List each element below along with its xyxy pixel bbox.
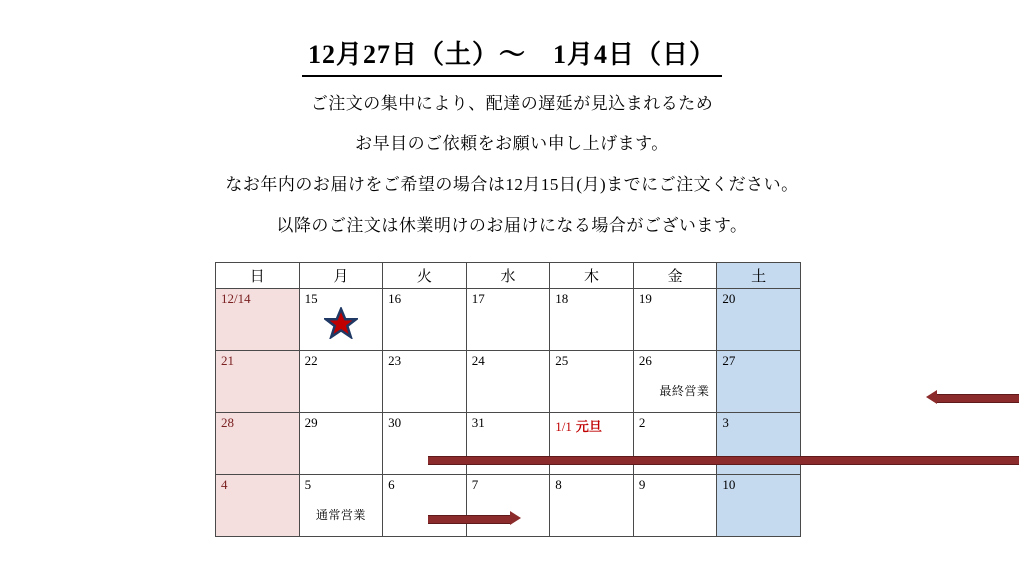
calendar-cell [216, 351, 300, 413]
calendar-cell [466, 289, 550, 351]
day-number: 9 [638, 477, 646, 492]
day-number: 21 [221, 353, 234, 368]
day-number: 6 [388, 477, 395, 492]
notice-text-block [0, 93, 1024, 239]
day-number: 22 [304, 353, 318, 368]
weekday-header-mon: 月 [299, 263, 383, 289]
weekday-header-sun: 日 [216, 263, 300, 289]
page-title: 12月27日（土）～ 1月4日（日） [302, 38, 722, 77]
arrow-left-icon [926, 390, 937, 404]
calendar [215, 262, 801, 537]
calendar-cell [216, 289, 300, 351]
calendar-cell [466, 413, 550, 475]
calendar-cell [550, 289, 634, 351]
calendar-header-row [216, 263, 801, 289]
day-number: 17 [471, 291, 485, 306]
weekday-header-fri: 金 [633, 263, 717, 289]
calendar-cell [550, 351, 634, 413]
calendar-cell [633, 289, 717, 351]
table-row [216, 475, 801, 537]
weekday-header-tue: 火 [383, 263, 467, 289]
day-number: 18 [555, 291, 569, 306]
day-number: 19 [638, 291, 652, 306]
notice-line-3: なお年内のお届けをご希望の場合は12月15日(月)までにご注文ください。 [225, 175, 799, 195]
calendar-cell [633, 413, 717, 475]
day-number: 5 [304, 477, 312, 492]
calendar-cell [466, 475, 550, 537]
day-number: 25 [555, 353, 569, 368]
day-number: 2 [638, 415, 646, 430]
day-number: 3 [722, 415, 729, 430]
day-number: 23 [388, 353, 402, 368]
calendar-cell [717, 289, 801, 351]
calendar-cell [550, 413, 634, 475]
weekday-header-wed: 水 [466, 263, 550, 289]
day-number: 1/1 [555, 419, 572, 434]
day-number: 30 [388, 415, 402, 430]
day-number: 29 [304, 415, 318, 430]
calendar-cell [550, 475, 634, 537]
calendar-cell [299, 413, 383, 475]
day-number: 24 [471, 353, 485, 368]
calendar-cell [633, 351, 717, 413]
table-row [216, 351, 801, 413]
table-row [216, 413, 801, 475]
calendar-cell [216, 413, 300, 475]
calendar-cell [466, 351, 550, 413]
day-number: 31 [471, 415, 485, 430]
heading-area [0, 0, 1024, 77]
day-number: 12/14 [221, 291, 251, 306]
day-number: 10 [722, 477, 736, 492]
day-number: 15 [304, 291, 318, 306]
calendar-cell [299, 289, 383, 351]
calendar-table [215, 262, 801, 537]
day-number: 27 [722, 353, 736, 368]
calendar-cell [216, 475, 300, 537]
day-number: 16 [388, 291, 402, 306]
notice-line-2: お早目のご依頼をお願い申し上げます。 [355, 134, 669, 154]
calendar-cell [633, 475, 717, 537]
calendar-cell [299, 475, 383, 537]
calendar-cell [717, 413, 801, 475]
closure-bar-segment [937, 394, 1019, 403]
calendar-cell [717, 475, 801, 537]
day-number: 4 [221, 477, 228, 492]
calendar-cell [299, 351, 383, 413]
notice-line-1: ご注文の集中により、配達の遅延が見込まれるため [310, 93, 714, 113]
calendar-cell [383, 351, 467, 413]
table-row [216, 289, 801, 351]
cell-note: 最終営業 [659, 384, 710, 399]
cell-note: 通常営業 [315, 508, 366, 523]
notice-line-4: 以降のご注文は休業明けのお届けになる場合がございます。 [276, 216, 748, 236]
calendar-cell [383, 289, 467, 351]
day-number: 20 [722, 291, 736, 306]
holiday-label: 元旦 [575, 419, 602, 434]
calendar-cell [383, 413, 467, 475]
weekday-header-sat: 土 [717, 263, 801, 289]
calendar-cell [717, 351, 801, 413]
calendar-cell [383, 475, 467, 537]
day-number: 26 [638, 353, 652, 368]
day-number: 7 [471, 477, 479, 492]
day-number: 28 [221, 415, 234, 430]
day-number: 8 [555, 477, 562, 492]
weekday-header-thu: 木 [550, 263, 634, 289]
